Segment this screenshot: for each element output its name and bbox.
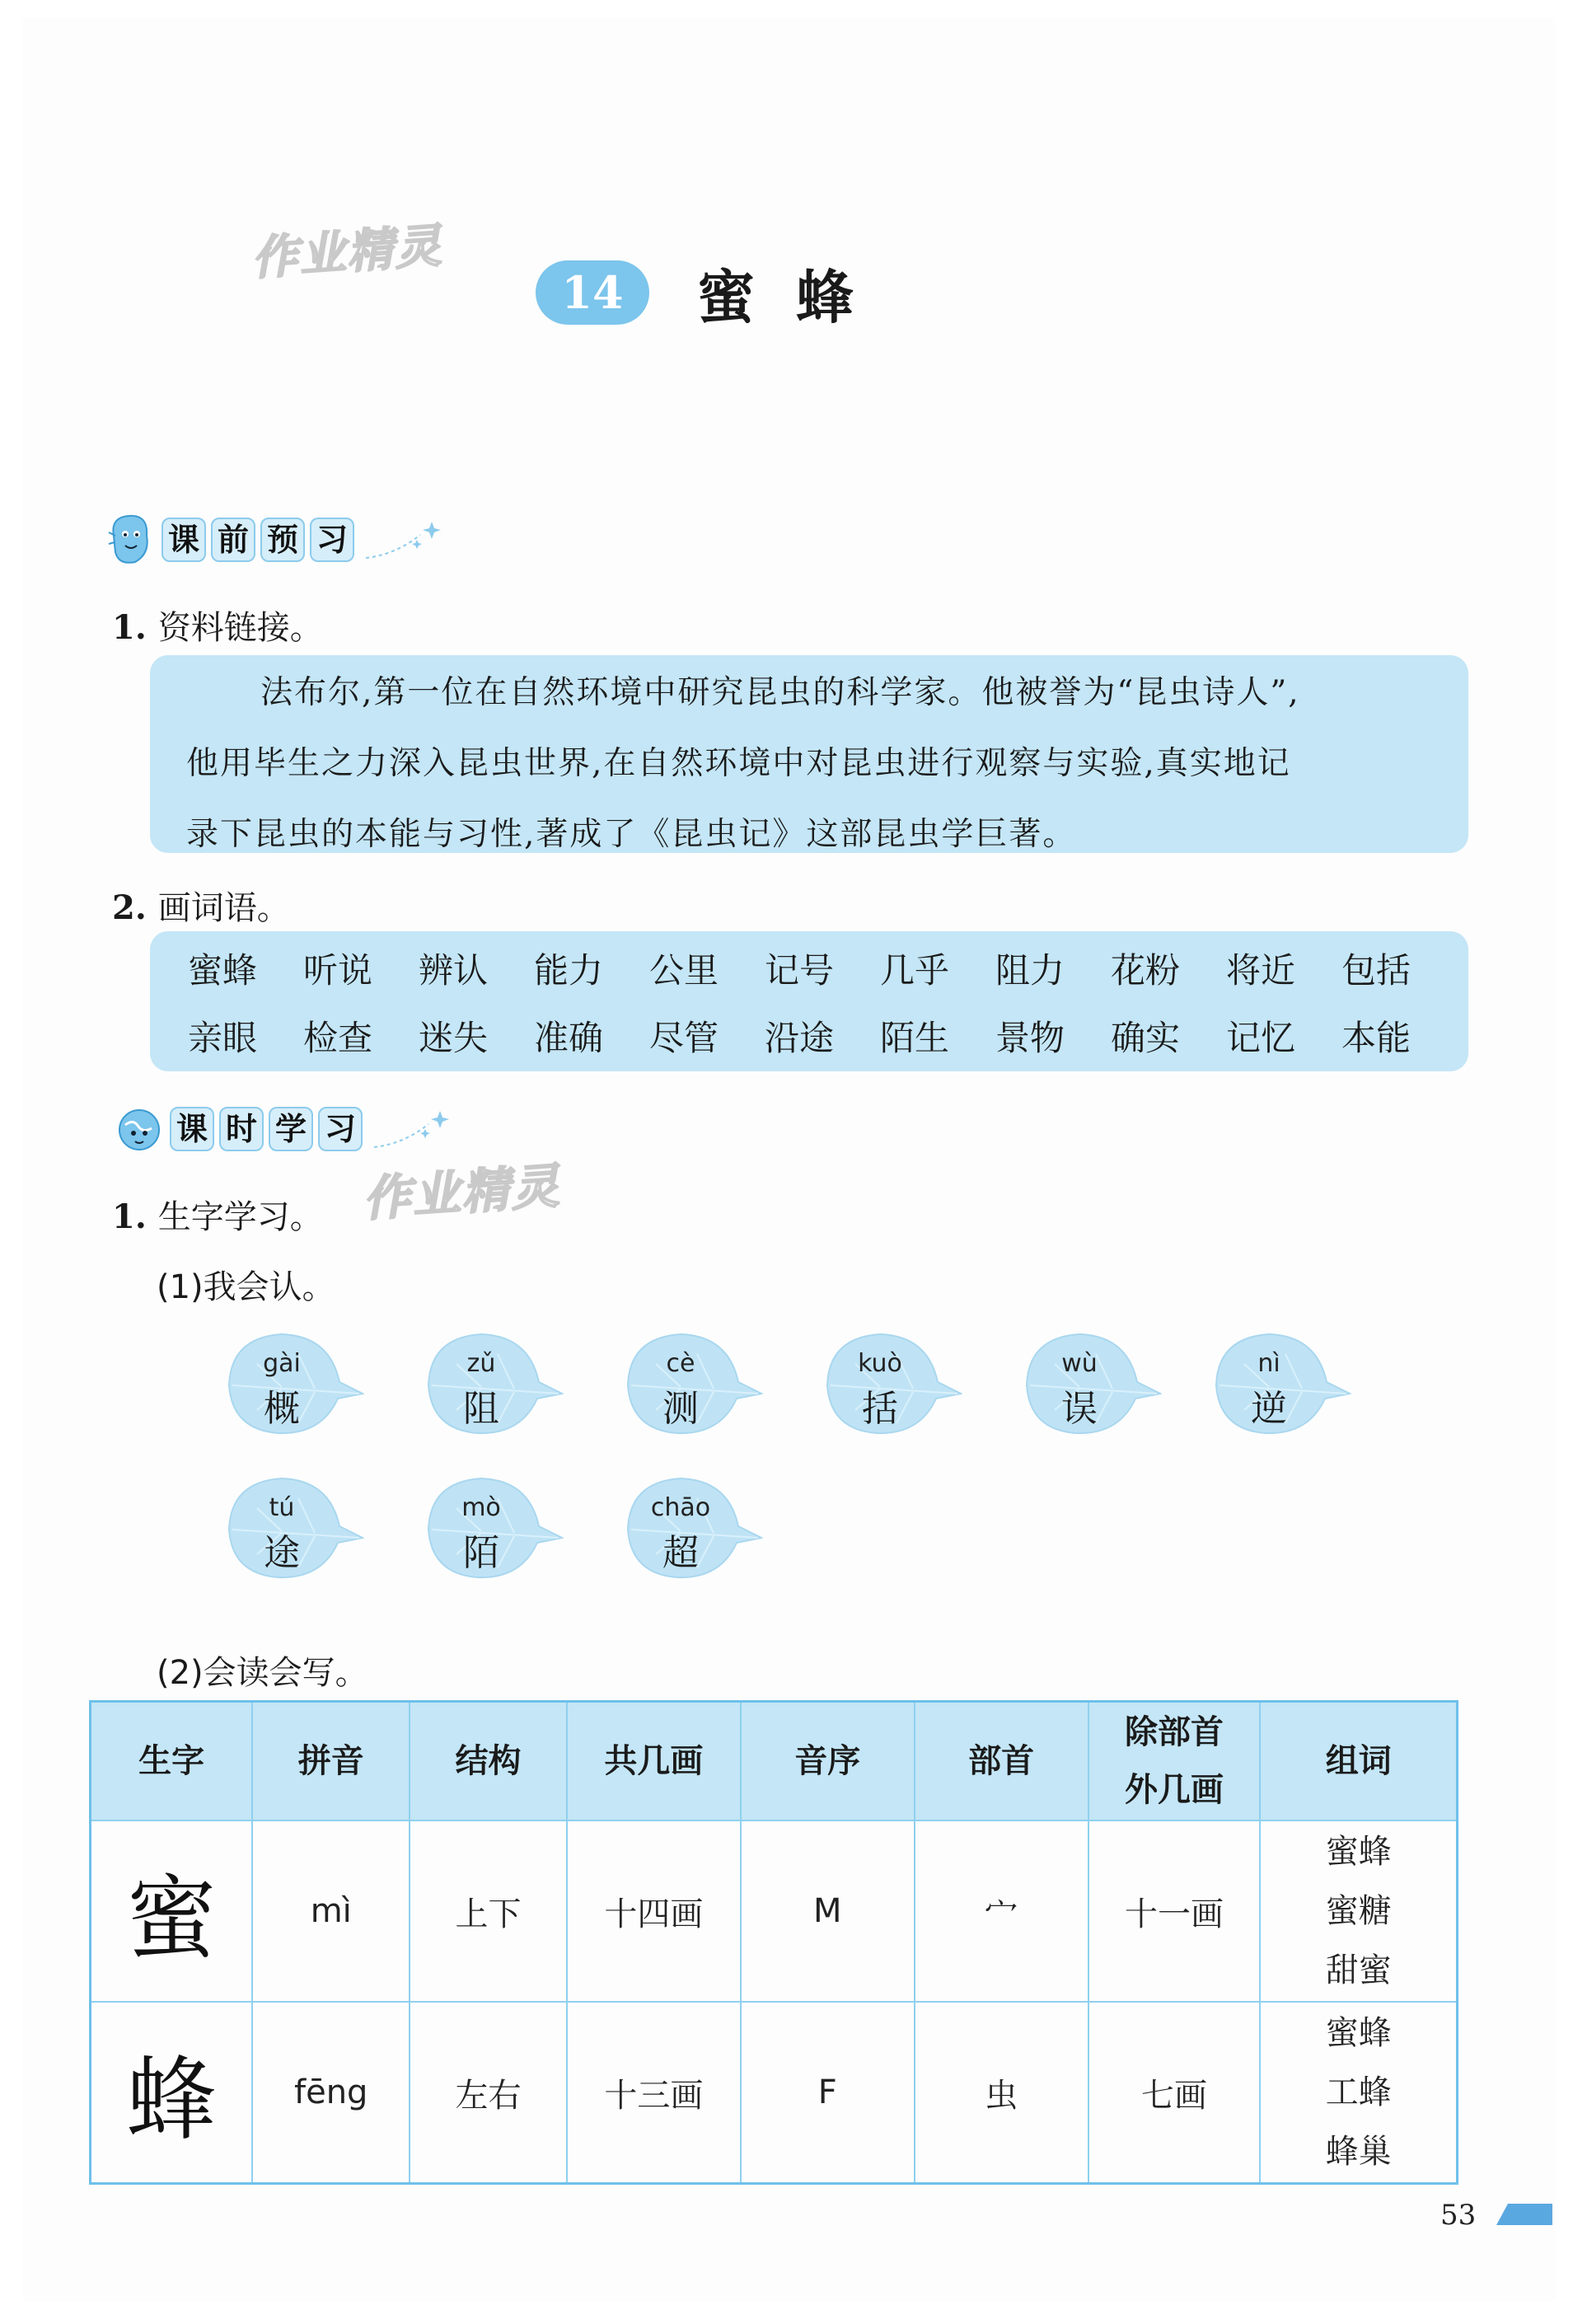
word-item[interactable]: 蜜蜂	[188, 950, 258, 991]
leaf-pinyin: chāo	[650, 1493, 711, 1522]
word-item[interactable]: 本能	[1341, 1018, 1411, 1058]
word-item[interactable]: 辨认	[419, 950, 489, 991]
leaf-pinyin: zǔ	[466, 1349, 496, 1378]
column-header: 部首	[915, 1702, 1088, 1821]
word-item[interactable]: 将近	[1226, 950, 1296, 991]
leaf-pinyin: gài	[263, 1349, 301, 1378]
section-heading-study	[115, 1096, 453, 1162]
leaf-character: 误	[1061, 1388, 1098, 1430]
word-item[interactable]: 确实	[1111, 1018, 1181, 1058]
word-entry: 蜜糖	[1325, 1892, 1392, 1930]
watermark-top: 作业精灵	[250, 218, 445, 287]
study-question-1-label	[112, 1191, 323, 1238]
word-item[interactable]: 沿途	[765, 1018, 835, 1058]
character-cell: 蜂	[91, 2002, 253, 2184]
section-heading-char: 习	[318, 1107, 363, 1151]
word-item[interactable]: 检查	[303, 1018, 373, 1058]
structure-cell[interactable]: 左右	[410, 2002, 567, 2184]
passage-line: 他用毕生之力深入昆虫世界,在自然环境中对昆虫进行观察与实验,真实地记	[186, 745, 1291, 782]
initial-cell[interactable]: F	[741, 2002, 915, 2184]
word-entry: 蜂巢	[1325, 2133, 1392, 2171]
section-heading-char: 预	[260, 518, 305, 562]
leaf-character: 阻	[463, 1388, 499, 1430]
leaf-card	[1022, 1331, 1162, 1438]
other-strokes-cell[interactable]: 十一画	[1088, 1820, 1261, 2002]
strokes-cell[interactable]: 十三画	[567, 2002, 741, 2184]
leaf-pinyin: cè	[666, 1349, 695, 1378]
column-header	[1088, 1702, 1261, 1821]
word-item[interactable]: 准确	[534, 1018, 604, 1058]
word-entry: 甜蜜	[1325, 1952, 1392, 1989]
question-1-label	[112, 602, 323, 649]
words-cell[interactable]	[1260, 1820, 1457, 2002]
word-item[interactable]: 景物	[995, 1018, 1065, 1058]
section-heading-char: 学	[269, 1107, 313, 1151]
leaf-card	[623, 1331, 763, 1438]
table-header-row	[91, 1702, 1458, 1821]
leaf-character: 陌	[463, 1532, 499, 1574]
word-item[interactable]: 公里	[649, 950, 719, 991]
question-number: 1.	[112, 608, 147, 647]
word-list	[188, 944, 1457, 1061]
leaf-pinyin: wù	[1061, 1349, 1098, 1378]
column-header: 结构	[410, 1702, 567, 1821]
leaf-character: 超	[662, 1532, 699, 1574]
sparkle-decoration-icon	[371, 1104, 453, 1154]
question-text: 资料链接。	[157, 609, 323, 647]
leaf-character: 测	[662, 1388, 699, 1430]
word-item[interactable]: 尽管	[649, 1018, 719, 1058]
earth-mascot-icon	[115, 1100, 163, 1158]
word-item[interactable]: 亲眼	[188, 1018, 258, 1058]
character-study-table	[89, 1700, 1458, 2185]
leaf-card	[224, 1475, 364, 1582]
leaf-card	[623, 1475, 763, 1582]
column-header-line: 外几画	[1124, 1771, 1224, 1809]
watermark-middle: 作业精灵	[361, 1157, 563, 1228]
radical-cell[interactable]: 虫	[915, 2002, 1088, 2184]
sparkle-decoration-icon	[363, 515, 445, 565]
leaf-pinyin: mò	[461, 1493, 501, 1522]
column-header: 拼音	[252, 1702, 410, 1821]
table-row	[91, 2002, 1458, 2184]
word-item[interactable]: 听说	[303, 950, 373, 991]
question-text: 生字学习。	[157, 1198, 323, 1236]
lesson-title: 蜜蜂	[697, 262, 895, 331]
lesson-title-bar	[536, 255, 895, 330]
passage-line: 录下昆虫的本能与习性,著成了《昆虫记》这部昆虫学巨著。	[186, 816, 1077, 853]
leaf-character: 途	[264, 1532, 300, 1574]
column-header: 组词	[1260, 1702, 1457, 1821]
other-strokes-cell[interactable]: 七画	[1088, 2002, 1261, 2184]
leaf-card	[224, 1331, 364, 1438]
section-heading-char: 课	[162, 518, 206, 562]
sub-question-1: (1)我会认。	[157, 1268, 335, 1306]
column-header-line: 除部首	[1124, 1713, 1224, 1751]
leaf-character: 概	[264, 1388, 300, 1430]
column-header: 生字	[91, 1702, 253, 1821]
mascot-icon	[107, 511, 155, 569]
leaf-card	[1211, 1331, 1351, 1438]
word-item[interactable]: 记号	[765, 950, 835, 991]
passage-line: 法布尔,第一位在自然环境中研究昆虫的科学家。他被誉为“昆虫诗人”,	[260, 674, 1300, 711]
question-number: 1.	[112, 1197, 147, 1236]
sub-question-2: (2)会读会写。	[157, 1654, 368, 1692]
page-number: 53	[1440, 2199, 1477, 2232]
word-item[interactable]: 迷失	[419, 1018, 489, 1058]
section-heading-char: 习	[310, 518, 354, 562]
lesson-number-badge: 14	[536, 260, 649, 325]
leaf-card	[822, 1331, 962, 1438]
section-heading-char: 时	[219, 1107, 264, 1151]
strokes-cell[interactable]: 十四画	[567, 1820, 741, 2002]
page-corner-tab-icon	[1496, 2202, 1552, 2227]
section-heading-char: 前	[211, 518, 255, 562]
word-item[interactable]: 记忆	[1226, 1018, 1296, 1058]
word-entry: 蜜蜂	[1325, 2014, 1392, 2052]
pinyin-cell[interactable]: fēng	[252, 2002, 410, 2184]
leaf-character: 括	[862, 1388, 898, 1430]
leaf-card	[424, 1475, 564, 1582]
word-item[interactable]: 陌生	[880, 1018, 950, 1058]
leaf-pinyin: kuò	[858, 1349, 902, 1378]
passage-text	[186, 658, 1472, 870]
word-item[interactable]: 花粉	[1111, 950, 1181, 991]
word-item[interactable]: 阻力	[995, 950, 1065, 991]
pinyin-cell[interactable]: mì	[252, 1820, 410, 2002]
column-header: 音序	[741, 1702, 915, 1821]
leaf-character: 逆	[1251, 1388, 1287, 1430]
character-cell: 蜜	[91, 1820, 253, 2002]
word-entry: 蜜蜂	[1325, 1833, 1392, 1871]
table-row	[91, 1820, 1458, 2002]
column-header: 共几画	[567, 1702, 741, 1821]
radical-cell[interactable]: 宀	[915, 1820, 1088, 2002]
word-item[interactable]: 几乎	[880, 950, 950, 991]
leaf-pinyin: nì	[1257, 1349, 1280, 1378]
words-cell[interactable]	[1260, 2002, 1457, 2184]
word-entry: 工蜂	[1325, 2073, 1392, 2111]
question-text: 画词语。	[157, 889, 290, 927]
question-number: 2.	[112, 888, 147, 927]
leaf-card	[424, 1331, 564, 1438]
leaf-pinyin: tú	[269, 1493, 295, 1522]
section-heading-preview	[107, 507, 445, 573]
section-heading-char: 课	[170, 1107, 214, 1151]
word-item[interactable]: 包括	[1341, 950, 1411, 991]
structure-cell[interactable]: 上下	[410, 1820, 567, 2002]
word-item[interactable]: 能力	[534, 950, 604, 991]
initial-cell[interactable]: M	[741, 1820, 915, 2002]
question-2-label	[112, 882, 290, 929]
